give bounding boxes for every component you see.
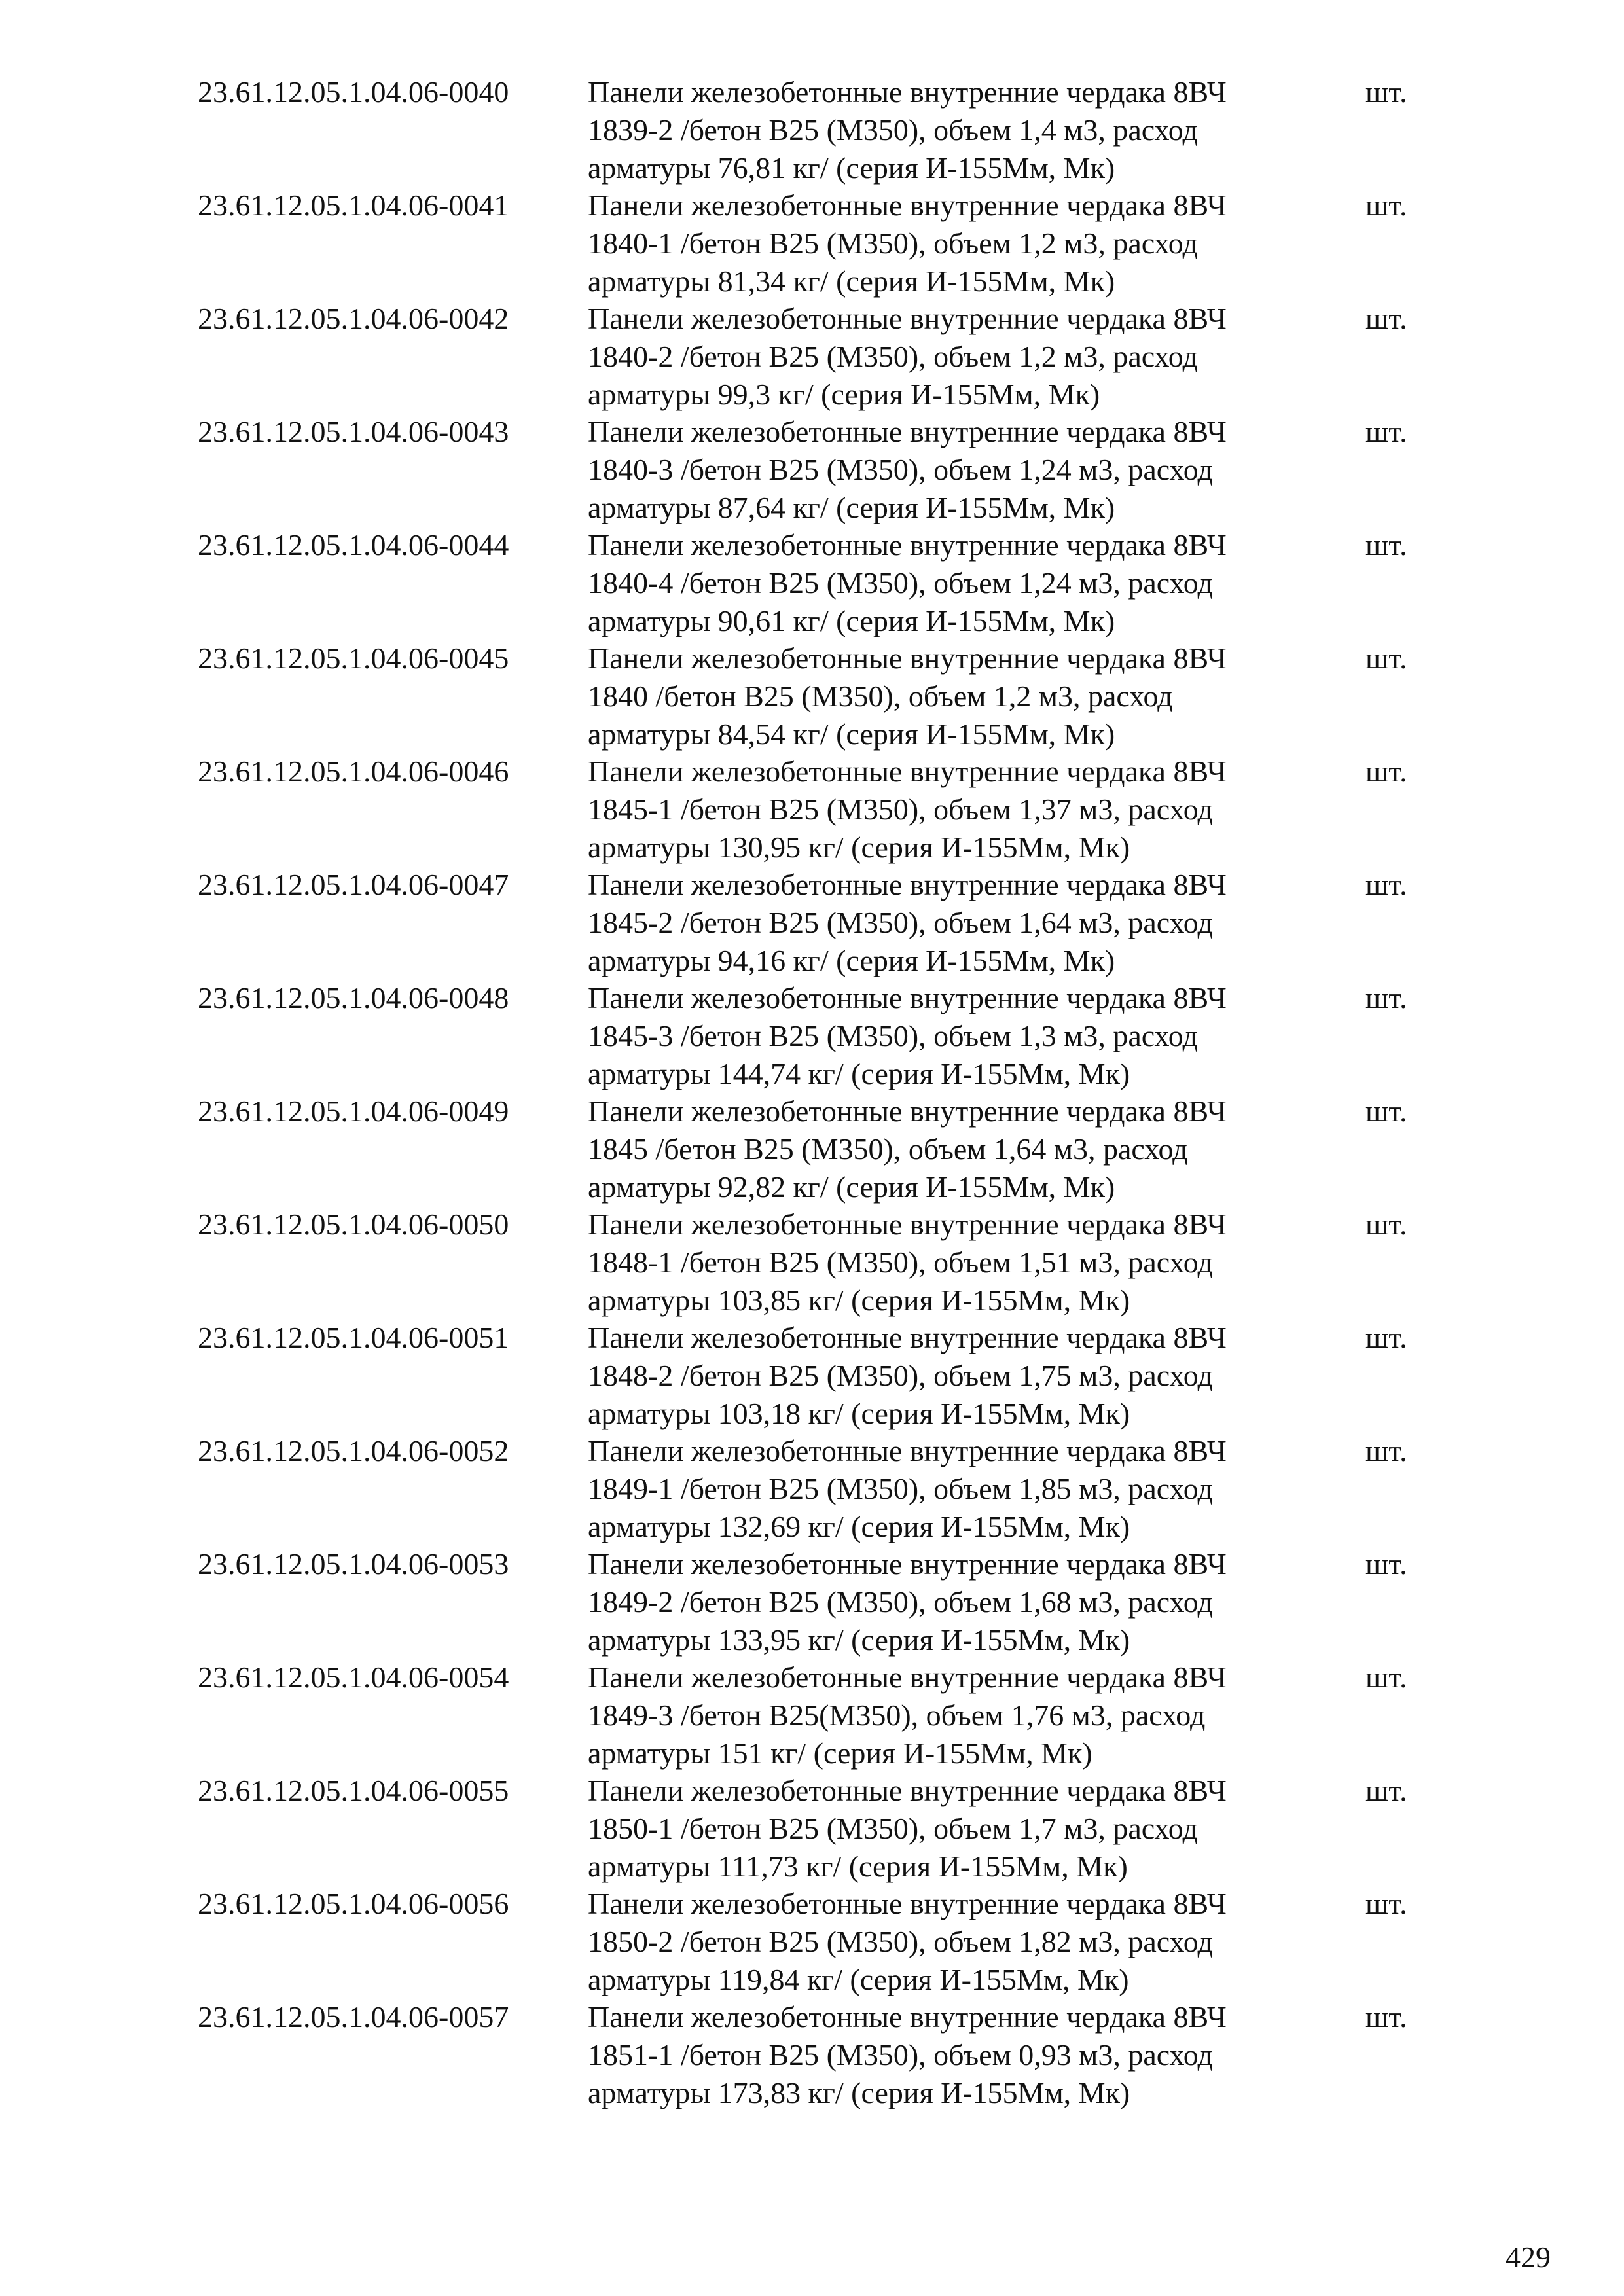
description-line: 1850-1 /бетон В25 (М350), объем 1,7 м3, расход	[588, 1812, 1198, 1845]
description-line: 1840-2 /бетон В25 (М350), объем 1,2 м3, расход	[588, 340, 1198, 373]
resource-description	[588, 1092, 1327, 1206]
description-line: Панели железобетонные внутренние чердака 8ВЧ	[588, 1887, 1227, 1920]
description-line: Панели железобетонные внутренние чердака 8ВЧ	[588, 981, 1227, 1014]
unit-of-measure: шт.	[1365, 2000, 1407, 2034]
description-line: арматуры 103,18 кг/ (серия И-155Мм, Мк)	[588, 1397, 1130, 1430]
list-item	[0, 413, 1624, 526]
description-line: Панели железобетонные внутренние чердака 8ВЧ	[588, 1547, 1227, 1581]
entry-list	[0, 73, 1624, 2111]
description-line: 1840-4 /бетон В25 (М350), объем 1,24 м3, расход	[588, 566, 1213, 600]
description-line: Панели железобетонные внутренние чердака 8ВЧ	[588, 2000, 1227, 2034]
description-line: Панели железобетонные внутренние чердака 8ВЧ	[588, 1208, 1227, 1241]
description-line: арматуры 92,82 кг/ (серия И-155Мм, Мк)	[588, 1170, 1115, 1204]
list-item	[0, 639, 1624, 753]
resource-code: 23.61.12.05.1.04.06-0042	[198, 302, 509, 335]
unit-of-measure: шт.	[1365, 528, 1407, 562]
resource-code: 23.61.12.05.1.04.06-0044	[198, 528, 509, 562]
resource-code: 23.61.12.05.1.04.06-0045	[198, 641, 509, 675]
description-line: арматуры 81,34 кг/ (серия И-155Мм, Мк)	[588, 264, 1115, 298]
resource-code: 23.61.12.05.1.04.06-0040	[198, 75, 509, 109]
resource-description	[588, 1885, 1327, 1999]
description-line: арматуры 87,64 кг/ (серия И-155Мм, Мк)	[588, 491, 1115, 524]
resource-code: 23.61.12.05.1.04.06-0057	[198, 2000, 509, 2034]
list-item	[0, 187, 1624, 300]
description-line: арматуры 119,84 кг/ (серия И-155Мм, Мк)	[588, 1963, 1129, 1996]
description-line: Панели железобетонные внутренние чердака 8ВЧ	[588, 302, 1227, 335]
description-line: 1848-2 /бетон В25 (М350), объем 1,75 м3, расход	[588, 1359, 1213, 1392]
description-line: Панели железобетонные внутренние чердака 8ВЧ	[588, 755, 1227, 788]
description-line: арматуры 144,74 кг/ (серия И-155Мм, Мк)	[588, 1057, 1130, 1090]
resource-description	[588, 1432, 1327, 1546]
list-item	[0, 300, 1624, 413]
page-number: 429	[1506, 2240, 1551, 2274]
description-line: 1850-2 /бетон В25 (М350), объем 1,82 м3, расход	[588, 1925, 1213, 1958]
resource-description	[588, 1319, 1327, 1433]
description-line: Панели железобетонные внутренние чердака 8ВЧ	[588, 1660, 1227, 1694]
resource-description	[588, 1206, 1327, 1319]
description-line: 1840-1 /бетон В25 (М350), объем 1,2 м3, расход	[588, 226, 1198, 260]
description-line: Панели железобетонные внутренние чердака 8ВЧ	[588, 188, 1227, 222]
resource-code: 23.61.12.05.1.04.06-0048	[198, 981, 509, 1014]
unit-of-measure: шт.	[1365, 1774, 1407, 1807]
resource-code: 23.61.12.05.1.04.06-0043	[198, 415, 509, 448]
list-item	[0, 1092, 1624, 1206]
list-item	[0, 979, 1624, 1092]
resource-description	[588, 73, 1327, 187]
list-item	[0, 1545, 1624, 1659]
description-line: арматуры 76,81 кг/ (серия И-155Мм, Мк)	[588, 151, 1115, 185]
resource-description	[588, 1998, 1327, 2112]
description-line: арматуры 103,85 кг/ (серия И-155Мм, Мк)	[588, 1283, 1130, 1317]
description-line: Панели железобетонные внутренние чердака 8ВЧ	[588, 1094, 1227, 1128]
description-line: 1848-1 /бетон В25 (М350), объем 1,51 м3, расход	[588, 1246, 1213, 1279]
list-item	[0, 1206, 1624, 1319]
description-line: 1849-3 /бетон В25(М350), объем 1,76 м3, расход	[588, 1698, 1206, 1732]
resource-description	[588, 1545, 1327, 1659]
description-line: 1845-2 /бетон В25 (М350), объем 1,64 м3, расход	[588, 906, 1213, 939]
description-line: 1840-3 /бетон В25 (М350), объем 1,24 м3, расход	[588, 453, 1213, 486]
description-line: Панели железобетонные внутренние чердака 8ВЧ	[588, 1321, 1227, 1354]
description-line: 1851-1 /бетон В25 (М350), объем 0,93 м3, расход	[588, 2038, 1213, 2072]
unit-of-measure: шт.	[1365, 1321, 1407, 1354]
description-line: Панели железобетонные внутренние чердака 8ВЧ	[588, 415, 1227, 448]
description-line: арматуры 90,61 кг/ (серия И-155Мм, Мк)	[588, 604, 1115, 637]
description-line: 1849-2 /бетон В25 (М350), объем 1,68 м3, расход	[588, 1585, 1213, 1619]
resource-description	[588, 187, 1327, 300]
unit-of-measure: шт.	[1365, 1094, 1407, 1128]
unit-of-measure: шт.	[1365, 1434, 1407, 1467]
unit-of-measure: шт.	[1365, 981, 1407, 1014]
description-line: Панели железобетонные внутренние чердака 8ВЧ	[588, 1774, 1227, 1807]
resource-description	[588, 526, 1327, 640]
resource-code: 23.61.12.05.1.04.06-0054	[198, 1660, 509, 1694]
description-line: арматуры 173,83 кг/ (серия И-155Мм, Мк)	[588, 2076, 1130, 2109]
description-line: 1839-2 /бетон В25 (М350), объем 1,4 м3, расход	[588, 113, 1198, 147]
resource-description	[588, 639, 1327, 753]
resource-code: 23.61.12.05.1.04.06-0049	[198, 1094, 509, 1128]
unit-of-measure: шт.	[1365, 755, 1407, 788]
description-line: 1849-1 /бетон В25 (М350), объем 1,85 м3, расход	[588, 1472, 1213, 1505]
unit-of-measure: шт.	[1365, 1887, 1407, 1920]
list-item	[0, 1319, 1624, 1432]
description-line: Панели железобетонные внутренние чердака 8ВЧ	[588, 528, 1227, 562]
unit-of-measure: шт.	[1365, 1660, 1407, 1694]
resource-code: 23.61.12.05.1.04.06-0053	[198, 1547, 509, 1581]
list-item	[0, 73, 1624, 187]
list-item	[0, 1659, 1624, 1772]
description-line: арматуры 84,54 кг/ (серия И-155Мм, Мк)	[588, 717, 1115, 751]
resource-code: 23.61.12.05.1.04.06-0051	[198, 1321, 509, 1354]
unit-of-measure: шт.	[1365, 188, 1407, 222]
unit-of-measure: шт.	[1365, 415, 1407, 448]
list-item	[0, 1432, 1624, 1545]
description-line: арматуры 111,73 кг/ (серия И-155Мм, Мк)	[588, 1850, 1128, 1883]
resource-code: 23.61.12.05.1.04.06-0046	[198, 755, 509, 788]
resource-code: 23.61.12.05.1.04.06-0050	[198, 1208, 509, 1241]
resource-code: 23.61.12.05.1.04.06-0047	[198, 868, 509, 901]
description-line: арматуры 99,3 кг/ (серия И-155Мм, Мк)	[588, 378, 1100, 411]
list-item	[0, 1772, 1624, 1885]
resource-code: 23.61.12.05.1.04.06-0055	[198, 1774, 509, 1807]
resource-description	[588, 1772, 1327, 1886]
description-line: Панели железобетонные внутренние чердака 8ВЧ	[588, 75, 1227, 109]
description-line: Панели железобетонные внутренние чердака 8ВЧ	[588, 641, 1227, 675]
resource-description	[588, 979, 1327, 1093]
description-line: арматуры 151 кг/ (серия И-155Мм, Мк)	[588, 1736, 1092, 1770]
resource-description	[588, 413, 1327, 527]
resource-code: 23.61.12.05.1.04.06-0052	[198, 1434, 509, 1467]
list-item	[0, 1998, 1624, 2111]
list-item	[0, 1885, 1624, 1998]
description-line: 1845-1 /бетон В25 (М350), объем 1,37 м3, расход	[588, 793, 1213, 826]
resource-description	[588, 1659, 1327, 1772]
description-line: арматуры 94,16 кг/ (серия И-155Мм, Мк)	[588, 944, 1115, 977]
description-line: Панели железобетонные внутренние чердака 8ВЧ	[588, 1434, 1227, 1467]
resource-description	[588, 300, 1327, 414]
description-line: 1845 /бетон В25 (М350), объем 1,64 м3, расход	[588, 1132, 1188, 1166]
unit-of-measure: шт.	[1365, 868, 1407, 901]
description-line: 1845-3 /бетон В25 (М350), объем 1,3 м3, расход	[588, 1019, 1198, 1052]
description-line: арматуры 130,95 кг/ (серия И-155Мм, Мк)	[588, 831, 1130, 864]
resource-code: 23.61.12.05.1.04.06-0041	[198, 188, 509, 222]
description-line: арматуры 133,95 кг/ (серия И-155Мм, Мк)	[588, 1623, 1130, 1657]
unit-of-measure: шт.	[1365, 1547, 1407, 1581]
resource-description	[588, 753, 1327, 867]
resource-code: 23.61.12.05.1.04.06-0056	[198, 1887, 509, 1920]
description-line: Панели железобетонные внутренние чердака 8ВЧ	[588, 868, 1227, 901]
resource-description	[588, 866, 1327, 980]
unit-of-measure: шт.	[1365, 641, 1407, 675]
list-item	[0, 526, 1624, 639]
list-item	[0, 753, 1624, 866]
list-item	[0, 866, 1624, 979]
unit-of-measure: шт.	[1365, 75, 1407, 109]
description-line: арматуры 132,69 кг/ (серия И-155Мм, Мк)	[588, 1510, 1130, 1543]
unit-of-measure: шт.	[1365, 1208, 1407, 1241]
unit-of-measure: шт.	[1365, 302, 1407, 335]
description-line: 1840 /бетон В25 (М350), объем 1,2 м3, расход	[588, 679, 1173, 713]
